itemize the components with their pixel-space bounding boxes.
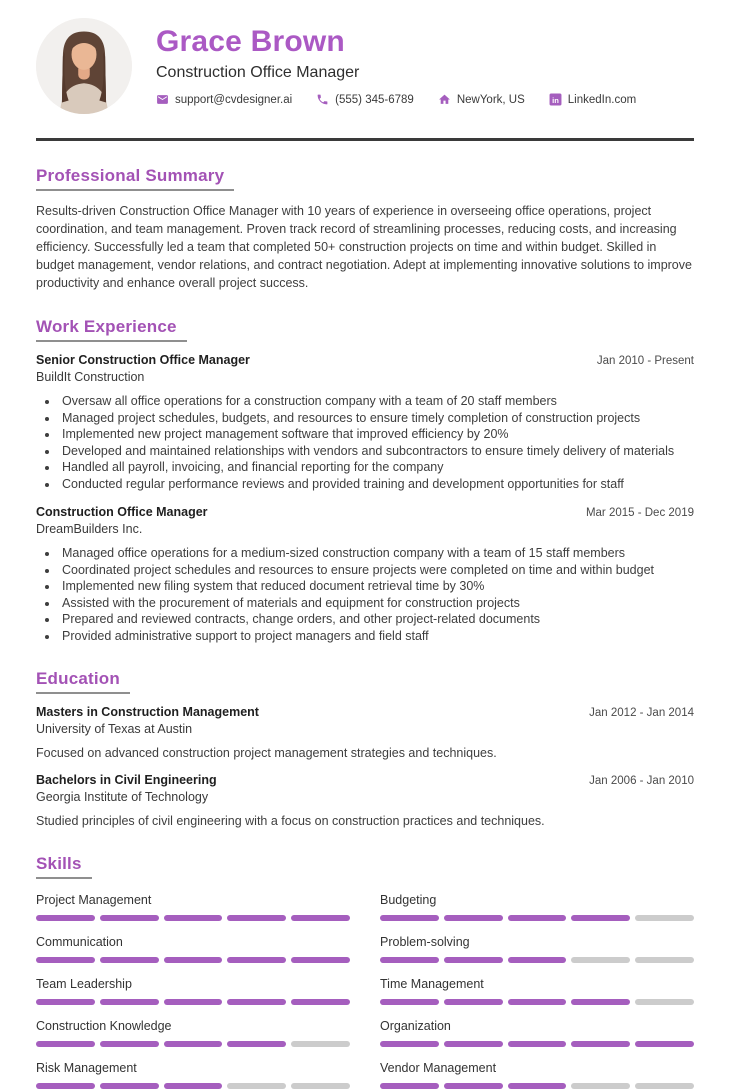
job-bullet: • Managed project schedules, budgets, and resources to ensure timely completion of construction projects	[59, 410, 694, 427]
skill-item	[36, 893, 350, 921]
skill-label: Organization	[380, 1019, 451, 1033]
skill-bar-segment	[571, 957, 630, 963]
degree-school: University of Texas at Austin	[36, 722, 193, 736]
skill-item	[380, 1061, 694, 1089]
job-bullet: • Oversaw all office operations for a construction company with a team of 20 staff members	[59, 393, 694, 410]
skill-bar-segment	[508, 1041, 567, 1047]
job-bullet: • Managed office operations for a medium-sized construction company with a team of 15 staff members	[59, 545, 694, 562]
job-bullet-list	[45, 393, 694, 492]
header-info	[156, 26, 636, 107]
skill-bar-segment	[227, 1041, 286, 1047]
skill-bar-segment	[444, 957, 503, 963]
skill-bar-segment	[164, 1041, 223, 1047]
skill-bar-segment	[444, 1083, 503, 1089]
degree-header	[36, 773, 694, 787]
job-title: Senior Construction Office Manager	[36, 353, 250, 367]
skill-bar-segment	[164, 1083, 223, 1089]
skill-bar-segment	[291, 1041, 350, 1047]
skill-bar-segment	[36, 915, 95, 921]
skill-bar-segment	[36, 999, 95, 1005]
skill-bar-segment	[635, 999, 694, 1005]
skill-label: Project Management	[36, 893, 152, 907]
linkedin-icon	[549, 93, 562, 106]
skill-item	[36, 1019, 350, 1047]
job-dates: Jan 2010 - Present	[596, 355, 694, 367]
contact-linkedin-text: LinkedIn.com	[567, 93, 637, 106]
degree-description: Focused on advanced construction project management strategies and techniques.	[36, 746, 497, 760]
skill-bar-segment	[100, 957, 159, 963]
skill-bar-segment	[227, 1083, 286, 1089]
degree-title: Bachelors in Civil Engineering	[36, 773, 217, 787]
experience-heading: Work Experience	[36, 317, 187, 342]
degree-dates: Jan 2006 - Jan 2010	[589, 775, 694, 787]
skill-bar-segment	[227, 915, 286, 921]
skill-item	[380, 1019, 694, 1047]
skill-label: Team Leadership	[36, 977, 132, 991]
skill-bar-segment	[291, 999, 350, 1005]
avatar-placeholder-image	[36, 18, 132, 114]
skill-bar-segment	[164, 999, 223, 1005]
skill-bar-segment	[571, 999, 630, 1005]
job-bullet: • Handled all payroll, invoicing, and financial reporting for the company	[59, 459, 694, 476]
skill-bar-segment	[164, 957, 223, 963]
home-icon	[438, 93, 451, 106]
contact-email-text: support@cvdesigner.ai	[175, 93, 293, 106]
skill-bar-segment	[291, 915, 350, 921]
skill-bar-segment	[380, 1041, 439, 1047]
contact-phone	[316, 93, 414, 106]
skill-level-bar	[380, 957, 694, 963]
skill-bar-segment	[100, 1041, 159, 1047]
contact-linkedin	[549, 93, 636, 106]
skill-level-bar	[36, 999, 350, 1005]
skill-label: Construction Knowledge	[36, 1019, 172, 1033]
skill-label: Risk Management	[36, 1061, 137, 1075]
job-header	[36, 505, 694, 519]
skill-item	[380, 977, 694, 1005]
contact-location-text: NewYork, US	[456, 93, 525, 106]
skill-bar-segment	[444, 915, 503, 921]
job-header	[36, 353, 694, 367]
skill-item	[36, 1061, 350, 1089]
section-skills	[36, 854, 694, 1089]
skill-item	[36, 935, 350, 963]
skill-level-bar	[36, 957, 350, 963]
skill-bar-segment	[291, 957, 350, 963]
skill-label: Problem-solving	[380, 935, 470, 949]
job-company: BuildIt Construction	[36, 370, 145, 384]
skill-item	[380, 893, 694, 921]
section-professional-summary	[36, 166, 694, 292]
skill-bar-segment	[508, 957, 567, 963]
contact-email	[156, 93, 292, 106]
degree-title: Masters in Construction Management	[36, 705, 259, 719]
job-title: Construction Office Manager	[36, 505, 208, 519]
skill-bar-segment	[635, 915, 694, 921]
job-bullet: • Coordinated project schedules and resources to ensure projects were completed on time and within budget	[59, 562, 694, 579]
skill-label: Vendor Management	[380, 1061, 497, 1075]
skill-bar-segment	[380, 957, 439, 963]
skill-bar-segment	[291, 1083, 350, 1089]
skill-level-bar	[380, 1083, 694, 1089]
section-work-experience	[36, 317, 694, 644]
skill-bar-segment	[227, 957, 286, 963]
summary-text: Results-driven Construction Office Manager with 10 years of experience in overseeing office operations, project coordination, and team management. Proven track record of streamlining processes, reducing costs, and increasing efficiency. Successfully led a team that completed 50+ construction projects on time and within budget. Skilled in budget management, vendor relations, and contract negotiation. Adept at implementing innovative solutions to improve productivity and enhance overall project success.	[36, 204, 692, 290]
skill-bar-segment	[227, 999, 286, 1005]
skill-bar-segment	[36, 957, 95, 963]
skill-bar-segment	[380, 915, 439, 921]
email-icon	[156, 93, 169, 106]
skill-label: Communication	[36, 935, 123, 949]
phone-icon	[316, 93, 329, 106]
skill-bar-segment	[164, 915, 223, 921]
job-bullet: • Conducted regular performance reviews and provided training and development opportunities for staff	[59, 476, 694, 493]
skill-bar-segment	[380, 1083, 439, 1089]
education-heading: Education	[36, 669, 130, 694]
section-education	[36, 669, 694, 829]
job-bullet: • Implemented new filing system that reduced document retrieval time by 30%	[59, 578, 694, 595]
skill-bar-segment	[571, 1083, 630, 1089]
skill-bar-segment	[508, 915, 567, 921]
job-entry	[36, 505, 694, 644]
skill-bar-segment	[444, 1041, 503, 1047]
skill-bar-segment	[380, 999, 439, 1005]
job-company: DreamBuilders Inc.	[36, 522, 143, 536]
skill-label: Time Management	[380, 977, 484, 991]
skill-bar-segment	[635, 957, 694, 963]
degree-description: Studied principles of civil engineering with a focus on construction practices and techniques.	[36, 814, 545, 828]
skill-bar-segment	[635, 1041, 694, 1047]
person-name: Grace Brown	[156, 24, 345, 58]
skill-level-bar	[36, 1083, 350, 1089]
skill-bar-segment	[571, 1041, 630, 1047]
skill-bar-segment	[100, 1083, 159, 1089]
skill-bar-segment	[571, 915, 630, 921]
skill-level-bar	[380, 915, 694, 921]
job-bullet: • Developed and maintained relationships with vendors and subcontractors to ensure timely delivery of materials	[59, 443, 694, 460]
job-bullet: • Implemented new project management software that improved efficiency by 20%	[59, 426, 694, 443]
skill-level-bar	[36, 1041, 350, 1047]
skill-level-bar	[380, 1041, 694, 1047]
person-title: Construction Office Manager	[156, 64, 360, 82]
skill-bar-segment	[100, 999, 159, 1005]
job-entry	[36, 353, 694, 492]
degree-dates: Jan 2012 - Jan 2014	[589, 707, 694, 719]
contact-phone-text: (555) 345-6789	[335, 93, 414, 106]
degree-entry	[36, 773, 694, 829]
avatar	[36, 18, 132, 114]
job-bullet: • Prepared and reviewed contracts, change orders, and other project-related documents	[59, 611, 694, 628]
skill-bar-segment	[36, 1083, 95, 1089]
job-dates: Mar 2015 - Dec 2019	[585, 507, 694, 519]
skills-heading: Skills	[36, 854, 92, 879]
job-bullet: • Provided administrative support to project managers and field staff	[59, 628, 694, 645]
degree-header	[36, 705, 694, 719]
skill-item	[36, 977, 350, 1005]
skill-bar-segment	[36, 1041, 95, 1047]
skill-level-bar	[36, 915, 350, 921]
resume-header	[36, 0, 694, 141]
job-bullet-list	[45, 545, 694, 644]
svg-text:in: in	[551, 96, 559, 105]
skills-grid	[36, 893, 694, 1089]
skill-bar-segment	[635, 1083, 694, 1089]
contact-row	[156, 93, 636, 106]
job-bullet: • Assisted with the procurement of materials and equipment for construction projects	[59, 595, 694, 612]
skill-bar-segment	[100, 915, 159, 921]
skill-item	[380, 935, 694, 963]
skill-level-bar	[380, 999, 694, 1005]
skill-label: Budgeting	[380, 893, 437, 907]
skill-bar-segment	[444, 999, 503, 1005]
skill-bar-segment	[508, 999, 567, 1005]
summary-heading: Professional Summary	[36, 166, 234, 191]
contact-location	[438, 93, 525, 106]
skill-bar-segment	[508, 1083, 567, 1089]
degree-entry	[36, 705, 694, 761]
degree-school: Georgia Institute of Technology	[36, 790, 209, 804]
